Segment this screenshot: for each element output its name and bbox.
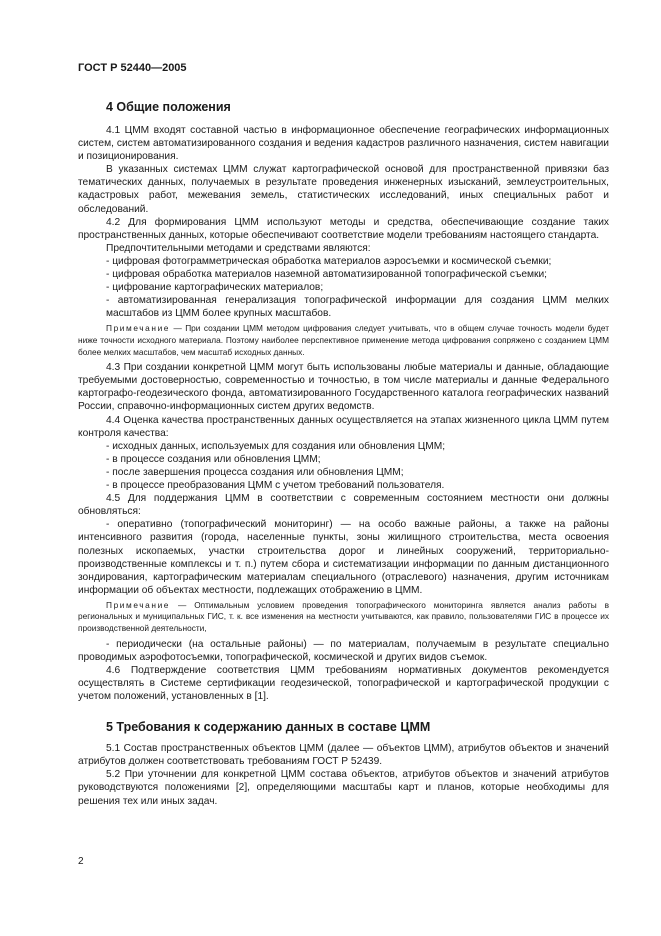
list-item: - цифрование картографических материалов; <box>106 282 324 294</box>
paragraph-4-2: 4.2 Для формирования ЦММ используют методы и средства, обеспечивающие создание таких пространственных данных, которые обеспечивают соответствие модели требованиям настоящего стандарта. <box>78 216 609 241</box>
document-page <box>78 62 609 808</box>
paragraph-4-5-a: - оперативно (топографический мониторинг) — на особо важные районы, а также на районы интенсивного развития (города, населенные пункты, зоны жилищного строительства, места освоения полезных ископаемых, участки строительства дорог и линейных сооружений, территориально-производственные комплексы и т. п.) путем сбора и систематизации информации по данным дистанционного зондирования, картографическим материалам специального (отраслевого) назначения, другим источникам информации об объектах местности, подлежащих отображению в ЦММ. <box>78 519 609 596</box>
note-text: — При создании ЦММ методом цифрования следует учитывать, что в общем случае точность модели будет ниже точности исходного материала. Поэтому наиболее перспективное применение метода цифрования сопряжено с созданием ЦММ более мелких масштабов, чем масштаб исходных данных. <box>78 323 610 357</box>
paragraph-5-1: 5.1 Состав пространственных объектов ЦММ (далее — объектов ЦММ), атрибутов объектов и значений атрибутов должен соответствовать требованиям ГОСТ Р 52439. <box>78 743 609 768</box>
paragraph-4-4: 4.4 Оценка качества пространственных данных осуществляется на этапах жизненного цикла ЦММ путем контроля качества: <box>78 414 609 439</box>
paragraph-4-3: 4.3 При создании конкретной ЦММ могут быть использованы любые материалы и данные, обладающие требуемыми достоверностью, современностью и точностью, в том числе материалы и данные Федерального картографо-геодезического фонда, автоматизированного Государственного каталога географических названий России, справочно-информационных систем других ведомств. <box>78 362 609 413</box>
list-item: - в процессе преобразования ЦММ с учетом требований пользователя. <box>106 480 445 492</box>
methods-intro: Предпочтительными методами и средствами являются: <box>106 242 371 254</box>
note-text: — Оптимальным условием проведения топографического мониторинга является анализ работы в региональных и муниципальных ГИС, т. к. все изменения на местности учитываются, как правило, пользователями ГИС в процессе их производственной деятельности, <box>78 599 610 634</box>
paragraph-4-6: 4.6 Подтверждение соответствия ЦММ требованиям нормативных документов рекомендуется осуществлять в Системе сертификации геодезической, топографической и картографической продукции с учетом положений, установленных в [1]. <box>78 664 609 703</box>
paragraph-4-5: 4.5 Для поддержания ЦММ в соответствии с современным состоянием местности они должны обновляться: <box>78 493 609 518</box>
list-item: - цифровая фотограмметрическая обработка материалов аэросъемки и космической съемки; <box>106 255 552 267</box>
list-item: - автоматизированная генерализация топографической информации для создания ЦММ мелких масштабов из ЦММ более крупных масштабов. <box>106 295 609 320</box>
note-1 <box>78 323 609 358</box>
section-5-title: 5 Требования к содержанию данных в составе ЦММ <box>106 720 431 735</box>
list-item: - цифровая обработка материалов наземной автоматизированной топографической съемки; <box>106 269 548 281</box>
page-number: 2 <box>78 856 84 867</box>
list-item: - в процессе создания или обновления ЦММ; <box>106 453 321 465</box>
paragraph-5-2: 5.2 При уточнении для конкретной ЦММ состава объектов, атрибутов объектов и значений атрибутов руководствуются положениями [2], определяющими масштабы карт и планов, которые необходимы для решения тех или иных задач. <box>78 769 609 807</box>
note-2 <box>78 600 609 635</box>
list-item: - исходных данных, используемых для создания или обновления ЦММ; <box>106 440 446 452</box>
section-4-title: 4 Общие положения <box>106 100 231 114</box>
document-header: ГОСТ Р 52440—2005 <box>78 62 187 74</box>
paragraph-4-1: 4.1 ЦММ входят составной частью в информационное обеспечение географических информационных систем, систем автоматизированного создания и ведения кадастров различного назначения, систем навигации и позиционирования. <box>78 125 609 163</box>
note-label: Примечание <box>106 599 171 610</box>
paragraph-4-5-b: - периодически (на остальные районы) — по материалам, получаемым в результате специально проводимых аэрофотосъемки, топографической, космической и других видов съемок. <box>78 638 609 663</box>
note-label: Примечание <box>106 323 171 334</box>
list-item: - после завершения процесса создания или обновления ЦММ; <box>106 466 404 478</box>
paragraph-4-1-b: В указанных системах ЦММ служат картографической основой для пространственной привязки баз тематических данных, получаемых в результате проведения инженерных изысканий, землеустроительных, кадастровых работ, межевания земель, статистических исследований, иных специальных работ и обследований. <box>78 164 609 215</box>
